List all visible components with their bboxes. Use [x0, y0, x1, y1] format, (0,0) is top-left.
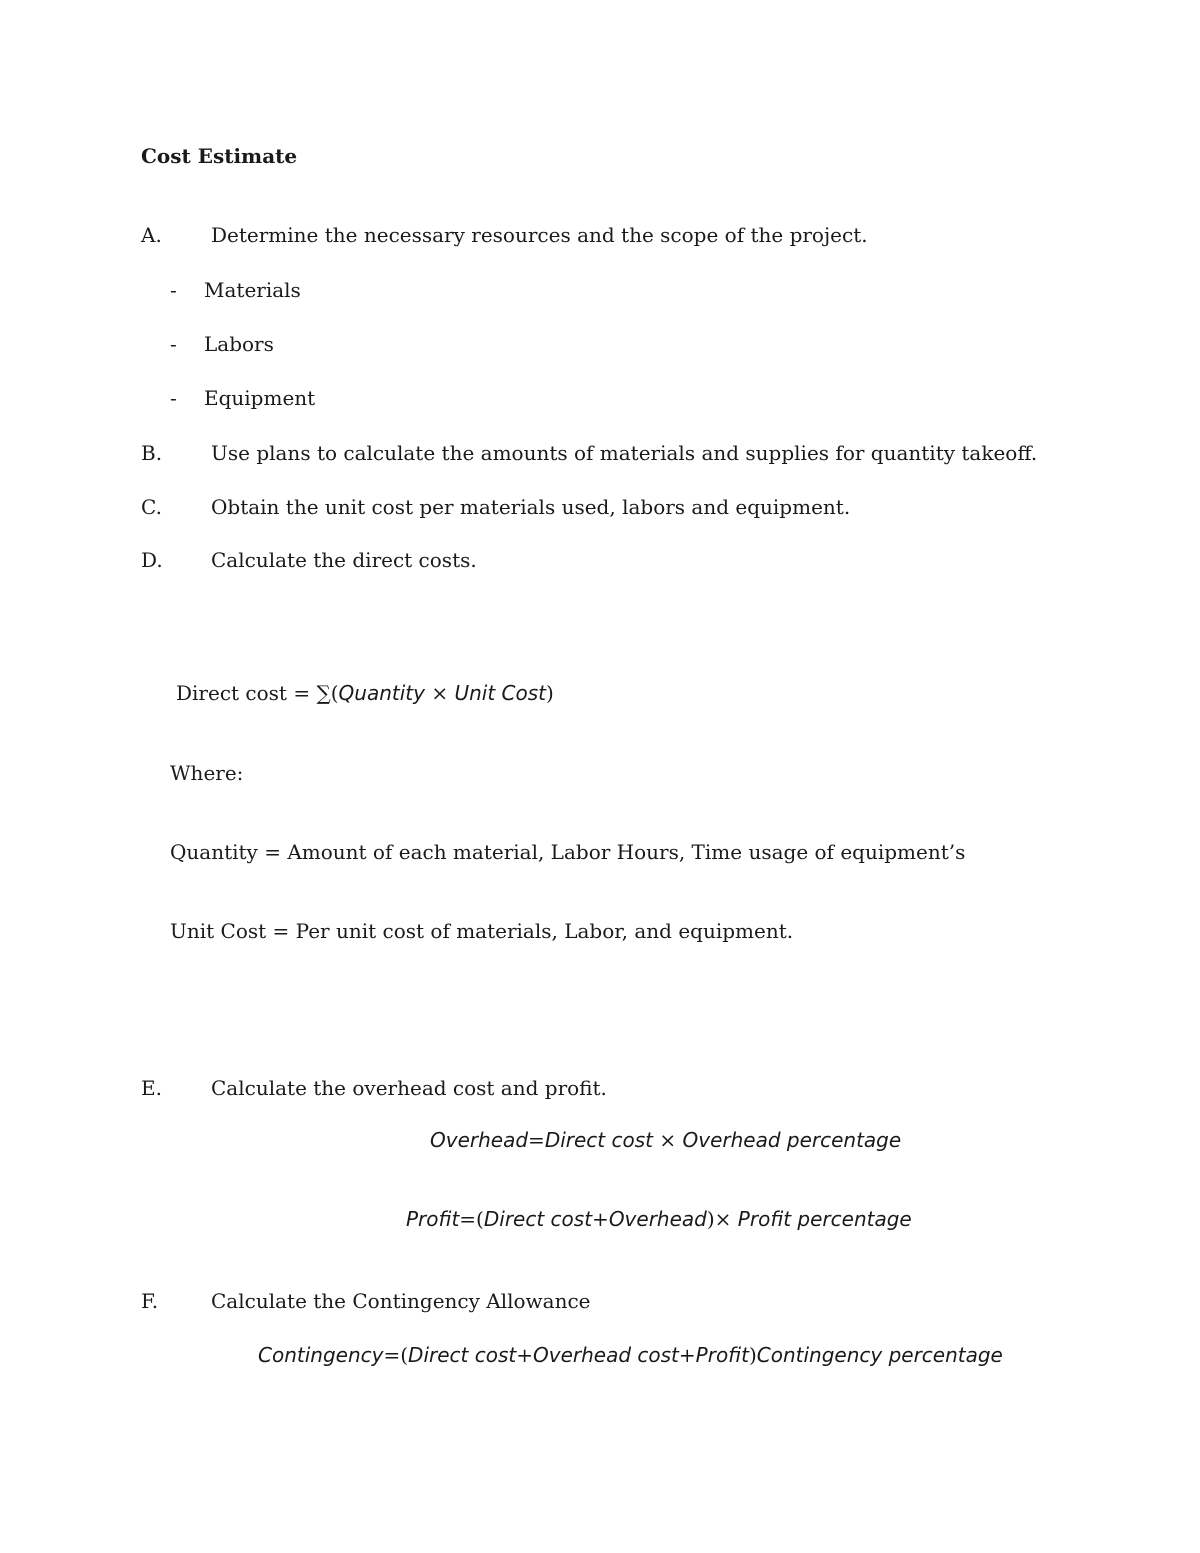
formula-lhs: Contingency [258, 1343, 384, 1367]
list-dash: - [170, 386, 177, 410]
equals-sign: = [293, 681, 311, 705]
plus-sign: + [592, 1207, 609, 1231]
contingency-formula [258, 1342, 1003, 1368]
formula-term: Direct cost [544, 1128, 653, 1152]
list-dash: - [170, 332, 177, 356]
formula-term: Quantity [338, 681, 425, 705]
list-dash: - [170, 278, 177, 302]
formula-term: Contingency percentage [756, 1343, 1003, 1367]
equals-sign: = [383, 1343, 401, 1367]
plus-sign: + [516, 1343, 533, 1367]
formula-lhs: Profit [406, 1207, 460, 1231]
times-sign: × [714, 1207, 732, 1231]
equals-sign: = [528, 1128, 545, 1152]
direct-cost-formula [176, 680, 554, 706]
formula-term: Profit [695, 1343, 749, 1367]
step-marker: D. [141, 548, 163, 572]
step-text: Use plans to calculate the amounts of materials and supplies for quantity takeoff. [211, 441, 1038, 465]
open-paren: ( [400, 1343, 409, 1367]
close-paren: ) [748, 1343, 757, 1367]
sigma-symbol: ∑ [316, 681, 331, 705]
step-text: Calculate the Contingency Allowance [211, 1289, 591, 1313]
definition-unit-cost: Unit Cost = Per unit cost of materials, Labor, and equipment. [170, 919, 794, 943]
close-paren: ) [706, 1207, 715, 1231]
step-marker: A. [141, 223, 162, 247]
step-text: Obtain the unit cost per materials used, labors and equipment. [211, 495, 851, 519]
step-text: Determine the necessary resources and the scope of the project. [211, 223, 868, 247]
list-item-text: Labors [204, 332, 274, 356]
formula-lhs: Overhead [430, 1128, 529, 1152]
times-sign: × [659, 1128, 677, 1152]
document-title: Cost Estimate [141, 144, 298, 168]
step-text: Calculate the overhead cost and profit. [211, 1076, 607, 1100]
formula-term: Overhead cost [533, 1343, 679, 1367]
step-marker: C. [141, 495, 162, 519]
where-label: Where: [170, 761, 244, 785]
times-sign: × [431, 681, 449, 705]
step-marker: F. [141, 1289, 159, 1313]
plus-sign: + [678, 1343, 696, 1367]
step-marker: B. [141, 441, 163, 465]
overhead-formula [430, 1127, 901, 1153]
formula-lhs: Direct cost [176, 681, 287, 705]
close-paren: ) [546, 681, 554, 705]
formula-term: Direct cost [483, 1207, 593, 1231]
step-text: Calculate the direct costs. [211, 548, 477, 572]
list-item-text: Materials [204, 278, 301, 302]
formula-term: Overhead percentage [682, 1128, 902, 1152]
formula-term: Direct cost [408, 1343, 517, 1367]
formula-term: Overhead [608, 1207, 707, 1231]
open-paren: ( [476, 1207, 484, 1231]
list-item-text: Equipment [204, 386, 316, 410]
equals-sign: = [459, 1207, 477, 1231]
definition-quantity: Quantity = Amount of each material, Labor Hours, Time usage of equipment’s [170, 840, 966, 864]
formula-term: Profit percentage [737, 1207, 912, 1231]
step-marker: E. [141, 1076, 162, 1100]
profit-formula [406, 1206, 912, 1232]
open-paren: ( [330, 681, 339, 705]
formula-term: Unit Cost [454, 681, 547, 705]
